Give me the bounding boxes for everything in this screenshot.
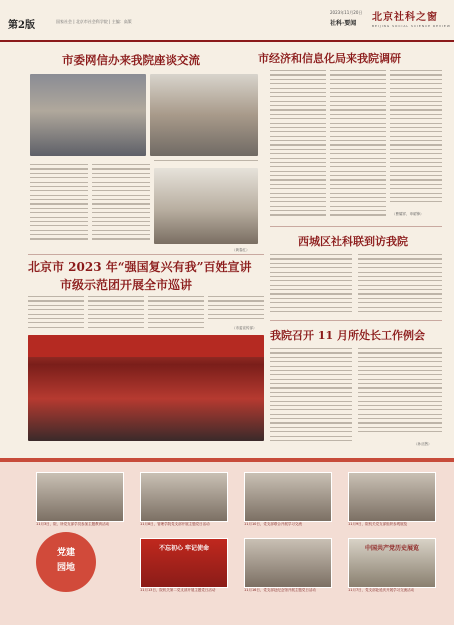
article-body (30, 164, 88, 244)
article-credit: （曹耀祥、申昭锋） (392, 212, 424, 216)
headline-a2: 市经济和信息化局来我院调研 (258, 52, 401, 65)
article-photo (30, 74, 146, 156)
headline-a5-line1: 北京市 2023 年“强国复兴有我”百姓宣讲 (28, 260, 252, 274)
article-body (92, 164, 150, 244)
brand-logo: 北京社科之窗 (372, 12, 438, 23)
article-photo (150, 74, 258, 156)
headline-a5-line2: 市级示范团开展全市巡讲 (60, 278, 193, 292)
photo-overlay-text: 中国共产党历史展览 (364, 545, 419, 552)
article-credit: （黄春红） (232, 248, 250, 252)
article-body (208, 296, 264, 326)
page-meta: 国家社会 | 北京市社会科学院 | 主编：高策 (56, 19, 132, 24)
gallery-photo (244, 472, 332, 522)
article-photo (154, 168, 258, 244)
article-body (270, 254, 352, 318)
article-body (270, 348, 352, 444)
photo-overlay-text: 不忘初心 牢记使命 (158, 545, 210, 552)
article-credit: （市委宣传部） (232, 326, 257, 330)
badge-title: 党建 园地 (56, 548, 75, 573)
group-photo (28, 335, 264, 441)
brand-subtitle: BEIJING SOCIAL SCIENCE REVIEW (372, 24, 451, 28)
article-body (358, 348, 442, 438)
party-building-badge (36, 532, 96, 592)
headline-a3: 西城区社科联到访我院 (298, 235, 408, 248)
gallery-photo (140, 472, 228, 522)
divider (270, 320, 442, 321)
divider (270, 226, 442, 227)
article-body (88, 296, 144, 332)
divider (28, 254, 264, 255)
article-body (148, 296, 204, 332)
article-body (28, 296, 84, 332)
gallery-photo (36, 472, 124, 522)
photo-caption: 11月10日，党支部联合开展学习交流 (244, 522, 302, 526)
gallery-photo (140, 538, 228, 588)
photo-caption: 11月7日，党支部赴延庆开展学习交流活动 (348, 588, 415, 592)
photo-caption: 11月13日，院机关第二党支部开展主题党日活动 (140, 588, 216, 592)
article-body (270, 70, 326, 220)
photo-caption: 11月9日，院机关党支部组织参观展览 (348, 522, 408, 526)
page-number: 第2版 (8, 20, 35, 31)
article-credit: （孙丛煦） (414, 442, 432, 446)
article-body (358, 254, 442, 318)
photo-caption: 11月8日，管理学院党支部开展主题党日活动 (140, 522, 210, 526)
section-label: 社科·要闻 (330, 20, 357, 27)
issue-date: 2023年11月20日 (330, 10, 363, 15)
article-body (154, 160, 258, 168)
headline-a1: 市委网信办来我院座谈交流 (62, 53, 200, 67)
page-header (0, 0, 454, 42)
photo-caption: 11月3日，院、所党支部学员参加主题教育活动 (36, 522, 110, 526)
article-body (390, 70, 442, 208)
photo-caption: 11月16日，党支部赴纪念馆开展主题党日活动 (244, 588, 316, 592)
headline-a4: 我院召开 11 月所处长工作例会 (270, 329, 425, 342)
section-stripe (0, 458, 454, 462)
gallery-photo (244, 538, 332, 588)
gallery-photo (348, 472, 436, 522)
gallery-photo (348, 538, 436, 588)
article-body (330, 70, 386, 220)
